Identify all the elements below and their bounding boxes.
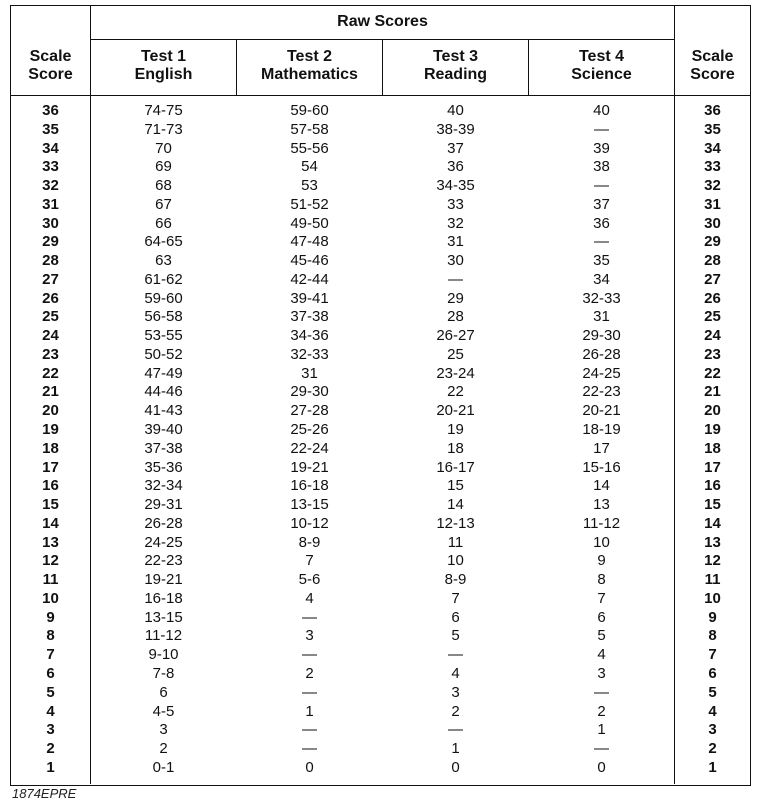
test4-heading: Test 4 Science [571, 48, 632, 83]
table-cell: 6 [451, 608, 460, 626]
table-cell: 11-12 [144, 627, 183, 645]
table-cell: 24 [704, 327, 721, 345]
table-cell: 12-13 [436, 514, 475, 532]
raw-scores-heading: Raw Scores [337, 13, 428, 30]
table-cell: 2 [708, 740, 717, 758]
table-cell: 12 [704, 552, 721, 570]
scale-score-heading-left: Scale Score [28, 48, 73, 83]
table-cell: 23 [704, 345, 721, 363]
table-cell: 26 [42, 289, 59, 307]
table-cell: 6 [708, 664, 717, 682]
table-cell: 8 [597, 571, 606, 589]
table-cell: 22 [42, 364, 59, 382]
table-cell: 18-19 [582, 421, 621, 439]
table-cell: 32 [42, 177, 59, 195]
table-cell: 0 [451, 758, 460, 776]
table-cell: 22 [447, 383, 464, 401]
score-table [10, 5, 751, 786]
table-cell: 10-12 [290, 514, 329, 532]
table-cell: 5 [597, 627, 606, 645]
table-cell: 2 [46, 740, 55, 758]
table-cell: 33 [447, 195, 464, 213]
table-cell: 40 [593, 102, 610, 119]
table-cell: 26 [704, 289, 721, 307]
table-cell: — [302, 721, 317, 739]
table-cell: — [302, 646, 317, 664]
table-cell: 44-46 [144, 383, 183, 401]
table-cell: 20 [42, 402, 59, 420]
table-cell: 64-65 [144, 233, 183, 251]
table-cell: 17 [593, 439, 610, 457]
table-cell: 13-15 [144, 608, 183, 626]
table-cell: 15-16 [582, 458, 621, 476]
table-cell: 32-33 [290, 345, 329, 363]
table-cell: 11 [447, 533, 464, 551]
table-cell: 22-23 [144, 552, 183, 570]
table-cell: 36 [42, 102, 59, 119]
table-cell: 74-75 [144, 102, 183, 119]
table-cell: 32-34 [144, 477, 183, 495]
table-cell: 3 [159, 721, 168, 739]
table-cell: 5 [451, 627, 460, 645]
table-cell: 4 [46, 702, 55, 720]
reading-column [383, 102, 528, 778]
table-cell: 51-52 [290, 195, 329, 213]
table-cell: 9 [46, 608, 55, 626]
table-cell: 31 [593, 308, 610, 326]
table-cell: 35 [42, 120, 59, 138]
table-cell: 30 [42, 214, 59, 232]
table-cell: 14 [42, 514, 59, 532]
table-cell: 21 [704, 383, 721, 401]
scale-score-column-right [675, 102, 750, 778]
table-cell: 4 [597, 646, 606, 664]
table-cell: 19-21 [144, 571, 183, 589]
table-cell: 27 [42, 270, 59, 288]
table-cell: 39 [593, 139, 610, 157]
table-cell: 25 [447, 345, 464, 363]
table-cell: 10 [704, 589, 721, 607]
table-cell: 53-55 [144, 327, 183, 345]
table-cell: 14 [704, 514, 721, 532]
table-cell: 7 [708, 646, 717, 664]
table-cell: — [302, 740, 317, 758]
table-cell: 29-31 [144, 496, 183, 514]
table-cell: 29 [704, 233, 721, 251]
table-cell: 23-24 [436, 364, 475, 382]
table-cell: 16 [704, 477, 721, 495]
table-cell: 33 [704, 158, 721, 176]
table-cell: 6 [159, 683, 168, 701]
table-cell: 24 [42, 327, 59, 345]
table-cell: 20 [704, 402, 721, 420]
table-cell: 34-36 [290, 327, 329, 345]
table-cell: 6 [46, 664, 55, 682]
table-cell: 2 [451, 702, 460, 720]
scale-score-heading-right: Scale Score [690, 48, 735, 83]
table-cell: 3 [708, 721, 717, 739]
table-cell: 31 [447, 233, 464, 251]
table-cell: 3 [305, 627, 314, 645]
table-cell: 29-30 [582, 327, 621, 345]
english-column [91, 102, 236, 778]
table-cell: 28 [447, 308, 464, 326]
table-cell: 1 [597, 721, 606, 739]
table-cell: 1 [451, 740, 460, 758]
table-cell: 1 [305, 702, 314, 720]
table-cell: 69 [155, 158, 172, 176]
table-cell: 28 [42, 252, 59, 270]
table-cell: 7 [451, 589, 460, 607]
table-cell: 57-58 [290, 120, 329, 138]
table-cell: 30 [447, 252, 464, 270]
table-cell: 31 [301, 364, 318, 382]
table-cell: 32 [704, 177, 721, 195]
table-cell: — [448, 721, 463, 739]
table-cell: 29 [42, 233, 59, 251]
table-cell: 19 [42, 421, 59, 439]
table-cell: — [594, 177, 609, 195]
table-cell: 15 [42, 496, 59, 514]
table-cell: 0 [597, 758, 606, 776]
table-cell: 37 [593, 195, 610, 213]
table-cell: 22-24 [290, 439, 329, 457]
table-cell: 56-58 [144, 308, 183, 326]
table-cell: 16-18 [290, 477, 329, 495]
table-cell: 3 [451, 683, 460, 701]
table-cell: 4-5 [152, 702, 175, 720]
table-cell: 35 [593, 252, 610, 270]
table-cell: 5 [708, 683, 717, 701]
table-cell: 23 [42, 345, 59, 363]
table-cell: 6 [597, 608, 606, 626]
table-cell: 13 [42, 533, 59, 551]
table-cell: 32-33 [582, 289, 621, 307]
table-cell: 7-8 [152, 664, 175, 682]
table-cell: 42-44 [290, 270, 329, 288]
table-cell: 4 [451, 664, 460, 682]
table-cell: 20-21 [582, 402, 621, 420]
table-cell: 7 [305, 552, 314, 570]
table-cell: 27-28 [290, 402, 329, 420]
table-cell: 19 [447, 421, 464, 439]
table-cell: 27 [704, 270, 721, 288]
table-cell: 5-6 [298, 571, 321, 589]
table-cell: 37 [447, 139, 464, 157]
test2-heading: Test 2 Mathematics [261, 48, 358, 83]
test1-heading: Test 1 English [134, 48, 193, 83]
table-cell: 2 [597, 702, 606, 720]
table-cell: 15 [704, 496, 721, 514]
table-cell: 36 [593, 214, 610, 232]
table-cell: 8-9 [444, 571, 467, 589]
table-cell: 31 [704, 195, 721, 213]
table-cell: 34-35 [436, 177, 475, 195]
table-cell: 24-25 [144, 533, 183, 551]
table-cell: 14 [447, 496, 464, 514]
table-cell: — [448, 270, 463, 288]
test3-heading: Test 3 Reading [423, 48, 488, 83]
table-cell: 13 [593, 496, 610, 514]
table-cell: 7 [597, 589, 606, 607]
table-cell: 2 [305, 664, 314, 682]
table-cell: 11 [704, 571, 721, 589]
table-cell: 18 [447, 439, 464, 457]
table-cell: 32 [447, 214, 464, 232]
table-cell: 63 [155, 252, 172, 270]
table-cell: 0 [305, 758, 314, 776]
table-cell: 29 [447, 289, 464, 307]
table-cell: 9 [597, 552, 606, 570]
table-cell: 16-17 [436, 458, 475, 476]
table-cell: 2 [159, 740, 168, 758]
table-cell: 34 [42, 139, 59, 157]
table-cell: 12 [42, 552, 59, 570]
table-cell: 9 [708, 608, 717, 626]
table-cell: 35 [704, 120, 721, 138]
table-cell: 18 [704, 439, 721, 457]
table-cell: 24-25 [582, 364, 621, 382]
table-cell: 25 [704, 308, 721, 326]
table-cell: 13-15 [290, 496, 329, 514]
table-cell: 1 [46, 758, 55, 776]
table-cell: 53 [301, 177, 318, 195]
table-cell: 3 [597, 664, 606, 682]
table-cell: 17 [42, 458, 59, 476]
table-cell: 47-48 [290, 233, 329, 251]
table-cell: 8-9 [298, 533, 321, 551]
table-cell: 10 [447, 552, 464, 570]
table-cell: 9-10 [148, 646, 179, 664]
science-column [529, 102, 674, 778]
table-cell: 18 [42, 439, 59, 457]
mathematics-column [237, 102, 382, 778]
scale-score-column-left [11, 102, 90, 778]
table-cell: — [302, 608, 317, 626]
table-cell: 36 [447, 158, 464, 176]
table-cell: 25 [42, 308, 59, 326]
table-cell: 38 [593, 158, 610, 176]
table-cell: 40 [447, 102, 464, 119]
table-cell: 13 [704, 533, 721, 551]
table-cell: 7 [46, 646, 55, 664]
table-cell: 71-73 [144, 120, 183, 138]
table-cell: 35-36 [144, 458, 183, 476]
table-cell: 4 [708, 702, 717, 720]
table-cell: — [302, 683, 317, 701]
table-cell: 11 [42, 571, 59, 589]
table-cell: 11-12 [582, 514, 621, 532]
table-cell: 10 [42, 589, 59, 607]
table-cell: 61-62 [144, 270, 183, 288]
table-cell: 70 [155, 139, 172, 157]
table-cell: 66 [155, 214, 172, 232]
table-cell: 5 [46, 683, 55, 701]
table-cell: 68 [155, 177, 172, 195]
table-cell: 50-52 [144, 345, 183, 363]
table-cell: 20-21 [436, 402, 475, 420]
table-cell: 47-49 [144, 364, 183, 382]
table-cell: 41-43 [144, 402, 183, 420]
form-code: 1874EPRE [12, 786, 77, 801]
table-cell: 67 [155, 195, 172, 213]
table-cell: — [594, 233, 609, 251]
table-cell: 16-18 [144, 589, 183, 607]
table-cell: 22-23 [582, 383, 621, 401]
table-cell: 3 [46, 721, 55, 739]
table-cell: 37-38 [290, 308, 329, 326]
table-cell: 8 [46, 627, 55, 645]
table-cell: 1 [708, 758, 717, 776]
table-cell: 29-30 [290, 383, 329, 401]
table-cell: 49-50 [290, 214, 329, 232]
table-cell: 4 [305, 589, 314, 607]
table-cell: 38-39 [436, 120, 475, 138]
table-cell: 39-40 [144, 421, 183, 439]
table-cell: 15 [447, 477, 464, 495]
table-cell: 31 [42, 195, 59, 213]
table-cell: 10 [593, 533, 610, 551]
table-cell: 34 [704, 139, 721, 157]
table-cell: 21 [42, 383, 59, 401]
table-cell: 34 [593, 270, 610, 288]
table-cell: 59-60 [290, 102, 329, 119]
table-cell: 33 [42, 158, 59, 176]
table-cell: 26-28 [144, 514, 183, 532]
table-cell: — [594, 120, 609, 138]
table-cell: 39-41 [290, 289, 329, 307]
table-cell: 17 [704, 458, 721, 476]
table-cell: — [594, 683, 609, 701]
table-cell: 25-26 [290, 421, 329, 439]
table-cell: 37-38 [144, 439, 183, 457]
table-cell: 26-27 [436, 327, 475, 345]
table-cell: 19 [704, 421, 721, 439]
table-cell: 0-1 [152, 758, 175, 776]
table-cell: 59-60 [144, 289, 183, 307]
table-cell: 19-21 [290, 458, 329, 476]
table-cell: 14 [593, 477, 610, 495]
table-cell: 8 [708, 627, 717, 645]
table-cell: 36 [704, 102, 721, 119]
table-cell: — [594, 740, 609, 758]
rule-under-raw-scores [90, 39, 674, 40]
table-cell: 54 [301, 158, 318, 176]
table-cell: 26-28 [582, 345, 621, 363]
table-cell: 55-56 [290, 139, 329, 157]
table-cell: 22 [704, 364, 721, 382]
table-cell: 16 [42, 477, 59, 495]
table-cell: 30 [704, 214, 721, 232]
rule-under-header [11, 95, 750, 96]
table-cell: — [448, 646, 463, 664]
table-cell: 28 [704, 252, 721, 270]
table-cell: 45-46 [290, 252, 329, 270]
